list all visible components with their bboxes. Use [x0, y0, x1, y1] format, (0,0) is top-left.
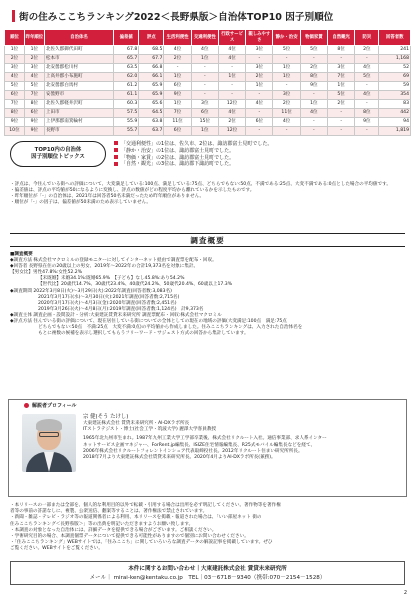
profile-line: 1965年北九州市生まれ。1987年九州工業大学工学部卒業後、株式会社リクルート入社。通信事業部、求人系インター [83, 436, 327, 442]
survey-line: どちらでもない:50点 不満:25点 大変不満:0点)の平均値から作成しました。住みここちランキングは、入力された自治体名を [38, 325, 303, 331]
ranking-notes [10, 182, 406, 206]
topics-list [114, 140, 404, 167]
author-name: 宗 健(そう たけし) [83, 414, 129, 420]
table-cell: 66.1 [139, 73, 164, 82]
city-name-cell: 長野市 [44, 127, 113, 136]
table-cell: 8位 [24, 100, 44, 109]
topics-label-line: TOP10内の自治体 [34, 147, 82, 153]
table-cell: 7位 [5, 100, 25, 109]
ranking-table [4, 29, 411, 136]
table-cell: 83 [379, 100, 411, 109]
column-header: 親しみやすさ [246, 30, 273, 46]
table-cell: 60.3 [114, 100, 139, 109]
person-icon [24, 403, 29, 408]
survey-line: ■調査概要 [10, 252, 33, 257]
table-cell: 12位 [218, 100, 245, 109]
table-cell: - [273, 55, 300, 64]
survey-line: ◆調査方法 株式会社マクロミルの登録モニターに対してインターネット経由で調査票を配布・回収。 [10, 258, 217, 264]
column-header: 防災 [355, 30, 379, 46]
usage-note-line: ・本調査の対象となった自治体には、詳細データを提供できる場合がございます。ご相談ください。 [10, 527, 217, 533]
table-cell: 65.9 [139, 91, 164, 100]
table-cell: 65.9 [139, 82, 164, 91]
table-cell: - [246, 109, 273, 118]
table-cell: 55.7 [114, 127, 139, 136]
table-cell: 67.8 [114, 46, 139, 55]
table-cell: 7位 [164, 109, 191, 118]
table-cell: 3位 [246, 64, 273, 73]
table-cell: - [328, 127, 355, 136]
profile-line: 大東建託株式会社 賃貸未来研究所・AI-DXラボ所長 [83, 421, 190, 426]
table-cell: 6位 [191, 109, 218, 118]
table-cell: 4位 [355, 64, 379, 73]
author-photo [22, 414, 76, 472]
usage-note-line: ・「住みここちランキング」WEBサイトでは、「住みここち」に関していろいろな調査データの解説記事を掲載しています。ぜひ [10, 540, 273, 546]
table-cell: 5位 [24, 82, 44, 91]
table-cell: 61.2 [114, 82, 139, 91]
column-header: 回答者数 [379, 30, 411, 46]
topic-item [114, 160, 404, 167]
note-line: ・昨年順位が「-」の自治体は、2021年は回答者50名未満だったため昨年順位がありません。 [10, 194, 205, 200]
survey-line: もとに複数の候補を表示し選択してもらうフリーワード・サジェスト方式の回答から集計しています。 [38, 331, 249, 337]
table-cell: 9位 [300, 82, 327, 91]
table-cell: 1,168 [379, 55, 411, 64]
usage-note-line: ・学術研究目的の場合、本調査個票データについて提供できる可能性がありますので個別にお問い合わせください。 [10, 534, 249, 540]
table-cell: 12位 [218, 127, 245, 136]
profile-heading-text: 解説者プロフィール [32, 403, 77, 409]
table-cell: 2位 [164, 55, 191, 64]
table-cell: 9位 [355, 118, 379, 127]
table-cell: 7位 [328, 73, 355, 82]
table-cell: 5位 [5, 82, 25, 91]
table-cell: 2位 [24, 55, 44, 64]
usage-note-line: 者等の事前の許諾なしに、複製、公衆送信、翻案等することは、著作権法で禁止されています。 [10, 509, 208, 515]
table-cell: 442 [379, 109, 411, 118]
table-cell: - [328, 109, 355, 118]
table-row [5, 100, 411, 109]
survey-line: 【男女比】男性47.8%:女性52.2% [10, 270, 83, 276]
survey-line: ◆調査期間 2022年3月8日(火)～3月29日(火):2022年調査(回答者数:3,083名) [10, 288, 172, 294]
column-header: 評点 [139, 30, 164, 46]
table-cell: - [355, 82, 379, 91]
table-cell: - [218, 64, 245, 73]
table-cell: - [191, 82, 218, 91]
table-cell: 4位 [5, 73, 25, 82]
survey-section-heading [10, 233, 405, 247]
table-cell: - [218, 91, 245, 100]
city-name-cell: 安曇野市 [44, 91, 113, 100]
city-name-cell: 上高井郡小布施町 [44, 73, 113, 82]
bullet-square-icon [114, 148, 118, 152]
topics-label [10, 141, 106, 167]
profile-line: ITストラテジスト・博士(社会工学・筑波大学) 麗澤大学客員教授 [83, 427, 217, 433]
profile-line: ネットサービス企画マネジャー、ForRent.jp編集長、ISIZE住宅情報編集長、R25式モバイル編集長などを経て、 [83, 442, 316, 448]
table-cell: 6位 [5, 91, 25, 100]
table-cell: 9位 [24, 118, 44, 127]
table-cell: 1位 [5, 46, 25, 55]
table-row [5, 46, 411, 55]
survey-line: 2021年3月17日(水)～3月30日(火):2021年調査(回答者数:2,715名) [38, 294, 180, 300]
table-cell: 5位 [273, 46, 300, 55]
table-cell: 69 [379, 73, 411, 82]
city-name-cell: 北安曇郡白馬村 [44, 82, 113, 91]
table-cell: - [218, 82, 245, 91]
column-header: 自治体名 [44, 30, 113, 46]
column-header: 自然観光 [328, 30, 355, 46]
table-cell: 6位 [164, 82, 191, 91]
table-cell: 2位 [273, 100, 300, 109]
contact-details: メール｜ mirai-ken@kentaku.co.jp TEL｜03－6718－9340（携帯:070－2154－1528） [89, 575, 326, 581]
profile-text [83, 413, 401, 461]
topics-label-line: 因子別順位トピックス [31, 154, 85, 160]
city-name-cell: 北佐久郡御代田町 [44, 46, 113, 55]
table-row [5, 118, 411, 127]
table-cell: 2位 [246, 73, 273, 82]
table-cell: 9位 [24, 127, 44, 136]
profile-line: 2006年株式会社リクルートフォレントインシュア代表取締役社長。2012年リクルート住まい研究所所長。 [83, 448, 303, 454]
table-cell: 4位 [191, 46, 218, 55]
contact-box [10, 561, 405, 585]
table-cell: 4位 [164, 46, 191, 55]
table-cell: 3位 [246, 46, 273, 55]
table-cell: 11位 [273, 109, 300, 118]
table-cell: 64.5 [139, 109, 164, 118]
contact-title: 本件に関するお問い合わせ｜大東建託株式会社 賃貸未来研究所 [128, 566, 287, 572]
bullet-square-icon [114, 141, 118, 145]
table-cell: 4位 [218, 55, 245, 64]
usage-notes [10, 503, 406, 553]
table-cell: 4位 [300, 109, 327, 118]
table-cell: - [273, 82, 300, 91]
table-cell: 10位 [5, 127, 25, 136]
table-cell: 67.7 [139, 55, 164, 64]
table-cell: - [355, 55, 379, 64]
table-cell: 61.1 [114, 91, 139, 100]
table-cell: 1位 [218, 73, 245, 82]
topic-text: 「交通利便性」の1位は、佐久市、2位は、諏訪郡富士見町でした。 [121, 140, 273, 147]
table-cell: 65.7 [114, 55, 139, 64]
column-header: 順位 [5, 30, 25, 46]
table-cell: 2位 [300, 64, 327, 73]
note-line: ・順位が「-」の因子は、偏差値が50未満のため表示していません。 [10, 200, 152, 206]
bullet-square-icon [114, 155, 118, 159]
table-cell: 68.5 [139, 46, 164, 55]
table-cell: 57.5 [114, 109, 139, 118]
table-cell: 9位 [5, 118, 25, 127]
table-row [5, 73, 411, 82]
topic-text: 「自然・観光」の3位は、諏訪郡下諏訪町でした。 [121, 161, 235, 168]
usage-note-line: 住みここちランキング＜長野県版＞」等の出典を明記いただきますようお願い致します。 [10, 521, 194, 527]
table-cell: 1位 [191, 55, 218, 64]
table-cell: 11位 [164, 118, 191, 127]
city-name-cell: 北安曇郡松川村 [44, 64, 113, 73]
table-row [5, 55, 411, 64]
topic-text: 「静か・治安」の1位は、諏訪郡富士見町でした。 [121, 147, 235, 154]
table-cell: 4位 [24, 73, 44, 82]
table-cell: 3位 [273, 91, 300, 100]
table-cell: 3位 [328, 64, 355, 73]
table-cell: - [355, 100, 379, 109]
usage-note-line: ご覧ください。WEBサイトをご覧ください。 [10, 546, 103, 552]
table-cell: - [300, 91, 327, 100]
column-header: 昨年順位 [24, 30, 44, 46]
table-cell: - [328, 118, 355, 127]
table-cell: 1位 [191, 127, 218, 136]
table-cell: 241 [379, 46, 411, 55]
table-row [5, 91, 411, 100]
table-cell: 4位 [355, 91, 379, 100]
table-cell: 94 [379, 118, 411, 127]
column-header: 生活利便性 [164, 30, 191, 46]
title-row [12, 8, 403, 24]
survey-line: 2019年3月26日(火)～4月8日(月):2019年調査(回答者数:1,124名) 計9,373名 [38, 306, 204, 312]
table-cell: - [164, 64, 191, 73]
table-cell: 354 [379, 91, 411, 100]
survey-overview [10, 252, 406, 337]
table-cell: 63.7 [139, 127, 164, 136]
table-cell: 52 [379, 64, 411, 73]
table-cell: - [300, 118, 327, 127]
survey-line: ◆評点方法 住んでいる街の評価について、現在居住している街についての全体としての現在の地域の評価(大変満足:100点 満足:75点 [10, 319, 287, 325]
note-line: ・評点は、今住んでいる街への評価について、大変満足している:100点、満足している:75点、どちらでもない:50点、不満である:25点、大変不満である:0点とした場合の平均値です。 [10, 182, 391, 187]
column-header: 行政サービス [218, 30, 245, 46]
table-cell: 62.0 [114, 73, 139, 82]
table-cell: 8位 [328, 46, 355, 55]
table-cell: 1位 [164, 100, 191, 109]
table-cell: 7位 [24, 91, 44, 100]
table-cell: - [273, 127, 300, 136]
profile-box [8, 399, 407, 497]
table-cell: 6位 [164, 127, 191, 136]
page-title: 街の住みここちランキング2022＜長野県版＞自治体TOP10 因子別順位 [19, 12, 334, 23]
title-accent-bar [12, 10, 15, 22]
table-cell: - [246, 127, 273, 136]
usage-note-line: ・新聞・雑誌・テレビ・ラジオ等の報道関係者による利用、本リリースを掲載・報道された場合は、「いい部屋ネット 街の [10, 515, 262, 521]
table-cell: - [246, 91, 273, 100]
survey-line: ◆回答者 長野県在住の20歳以上の男女、2019年～2022年の合計19,373名を対象に集計。 [10, 264, 199, 270]
table-cell: 55.9 [114, 118, 139, 127]
table-row [5, 64, 411, 73]
table-row [5, 109, 411, 118]
city-name-cell: 上伊那郡南箕輪村 [44, 118, 113, 127]
table-cell: 8位 [5, 109, 25, 118]
table-cell: 5位 [300, 46, 327, 55]
table-cell: 9位 [164, 91, 191, 100]
table-header-row [5, 30, 411, 46]
table-cell: 4位 [218, 46, 245, 55]
page-number: 2 [403, 590, 407, 596]
survey-line: 【世代比】20歳代14.7%、30歳代23.4%、40歳代24.2%、50歳代20.4%、60歳以上17.3% [38, 282, 233, 288]
table-cell: - [300, 55, 327, 64]
table-cell: 2位 [218, 118, 245, 127]
table-cell: 5位 [355, 73, 379, 82]
table-cell: 5位 [328, 91, 355, 100]
city-name-cell: 松本市 [44, 55, 113, 64]
table-cell: - [355, 127, 379, 136]
table-cell: - [191, 64, 218, 73]
table-cell: - [328, 55, 355, 64]
table-cell: 8位 [355, 109, 379, 118]
table-cell: 1位 [24, 46, 44, 55]
profile-heading [24, 402, 77, 409]
column-header: 偏差値 [114, 30, 139, 46]
table-cell: 2位 [5, 55, 25, 64]
survey-line: 【未既婚】未婚34.1%:既婚65.9% 【子ども】なし45.8%:あり54.2% [38, 276, 185, 282]
table-cell: 2位 [328, 100, 355, 109]
usage-note-line: ・本リリースの一部または全部を、個人的な利用目的以外で転載・引用する場合は出所を必ず明記してください。著作物等を著作権 [10, 503, 281, 508]
table-cell: 3位 [24, 64, 44, 73]
table-cell: - [300, 127, 327, 136]
bullet-square-icon [114, 162, 118, 166]
topic-text: 「物価・家賃」の2位は、諏訪郡富士見町でした。 [121, 154, 235, 161]
table-cell: 59 [379, 82, 411, 91]
column-header: 静か・治安 [273, 30, 300, 46]
table-cell: 1位 [246, 82, 273, 91]
city-name-cell: 北佐久郡軽井沢町 [44, 100, 113, 109]
table-cell: 1,819 [379, 127, 411, 136]
section-title: 調査概要 [190, 235, 225, 245]
table-cell: - [191, 73, 218, 82]
table-cell: 63.5 [114, 64, 139, 73]
column-header: 交通利便性 [191, 30, 218, 46]
table-cell: 6位 [246, 118, 273, 127]
survey-line: ◆調査主体 調査企画・設問設計・分析:大東建託賃貸未来研究所 調査票配布・回収:株式会社マクロミル [10, 312, 222, 318]
table-cell: 4位 [246, 100, 273, 109]
table-cell: 65.6 [139, 100, 164, 109]
table-cell: 3位 [191, 100, 218, 109]
table-cell: 15位 [191, 118, 218, 127]
table-cell: 1位 [300, 100, 327, 109]
table-cell: 1位 [273, 64, 300, 73]
table-cell: 4位 [218, 109, 245, 118]
table-cell: 2位 [355, 46, 379, 55]
city-name-cell: 上田市 [44, 109, 113, 118]
table-cell: 1位 [328, 82, 355, 91]
table-cell: - [246, 55, 273, 64]
table-row [5, 82, 411, 91]
table-cell: 1位 [273, 73, 300, 82]
table-cell: 4位 [273, 118, 300, 127]
column-header: 物価家賃 [300, 30, 327, 46]
table-cell: 1位 [164, 73, 191, 82]
note-line: ・偏差値は、評点の平均値が50になるように変換し、評点の数値がどの程度平均から離れているかを示したものです。 [10, 188, 255, 194]
table-cell: 63.8 [139, 118, 164, 127]
table-cell: 66.8 [139, 64, 164, 73]
table-cell: - [191, 91, 218, 100]
table-cell: 3位 [5, 64, 25, 73]
table-row [5, 127, 411, 136]
table-cell: 6位 [24, 109, 44, 118]
profile-line: 2018年7月より大東建託株式会社賃貸未来研究所長。2020年4月よりAI-DXラボ所長(兼務)。 [83, 455, 276, 461]
survey-line: 2020年3月17日(火)～4月3日(金):2020年調査(回答者数:2,451名) [38, 300, 177, 306]
table-cell: 8位 [300, 73, 327, 82]
